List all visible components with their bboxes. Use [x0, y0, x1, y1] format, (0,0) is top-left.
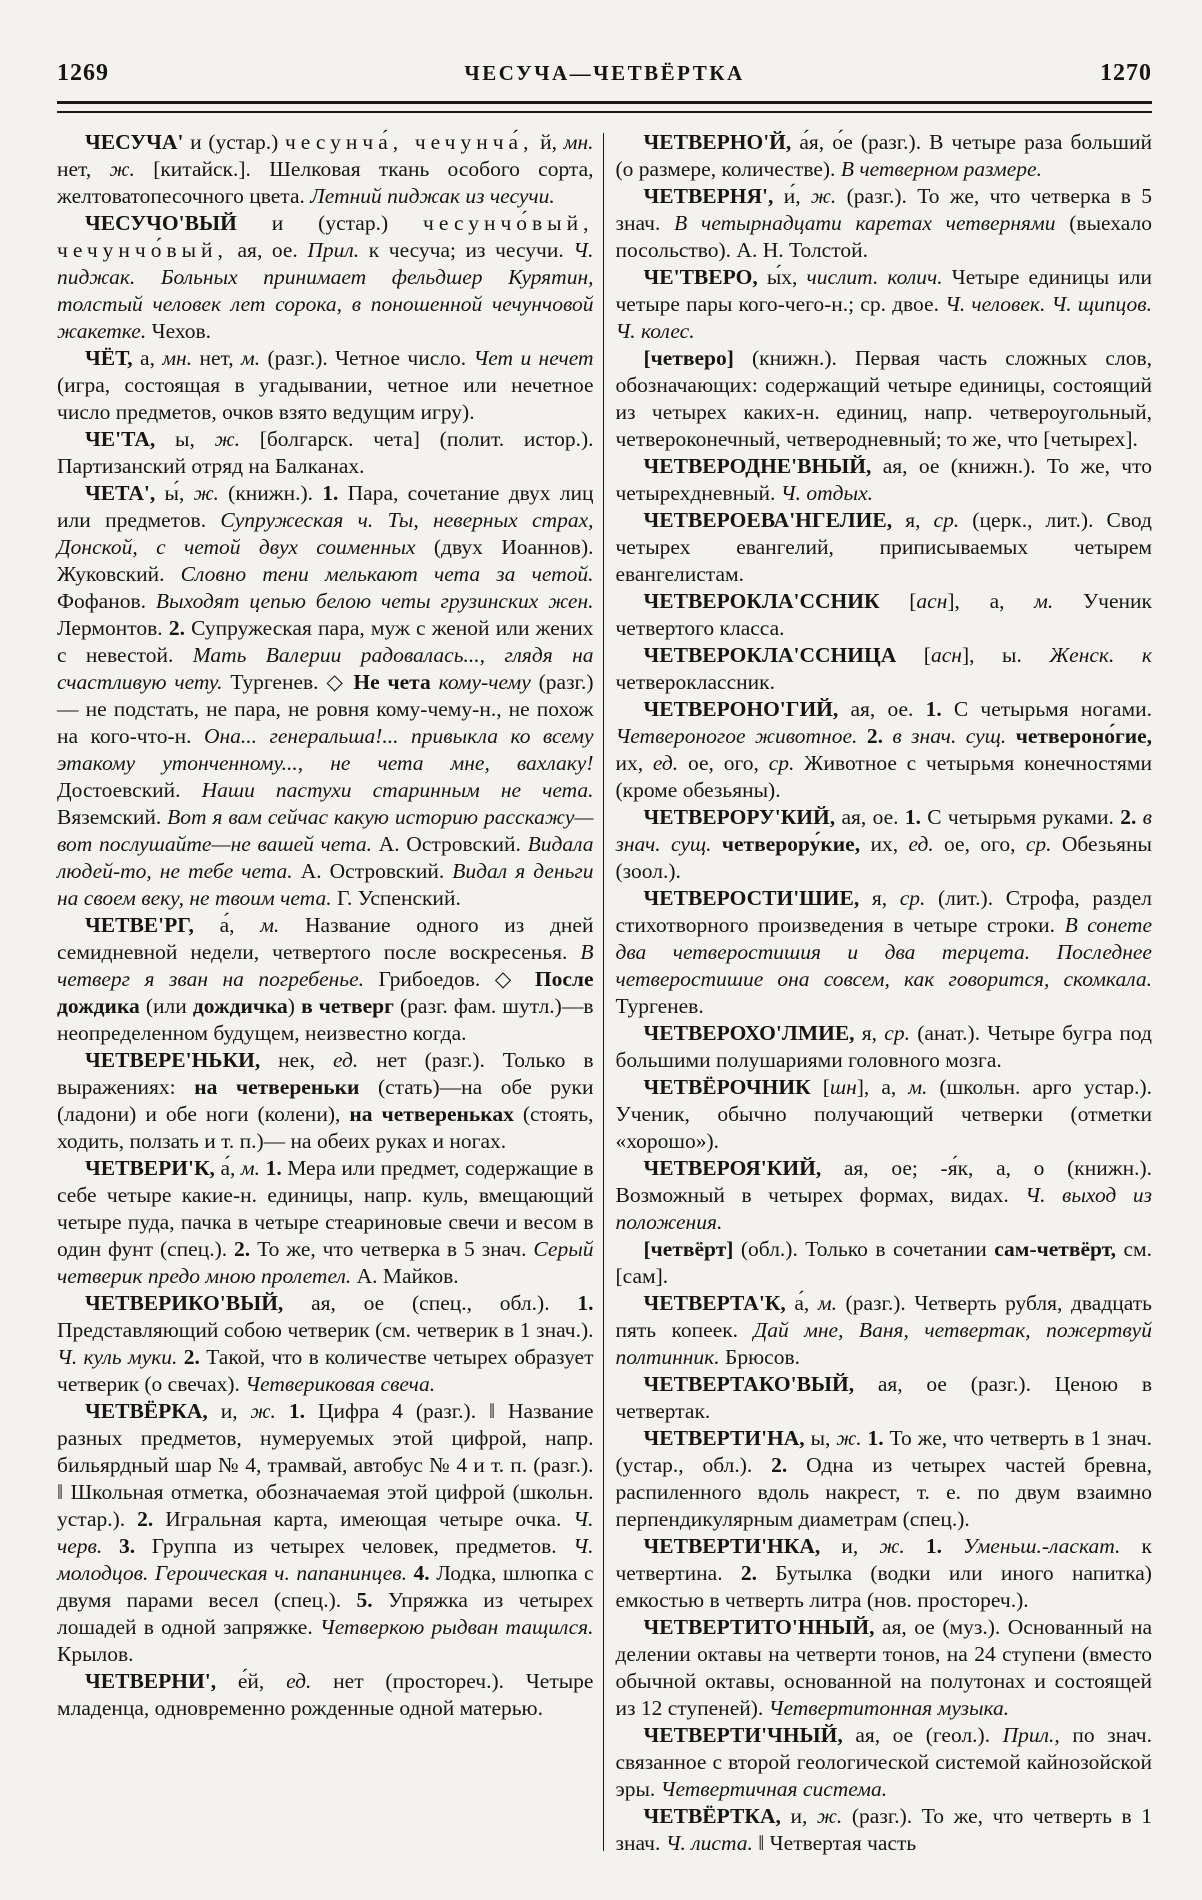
entry-text: по знач. связанное с второй геологической системой кайнозойской эры. [615, 1723, 1152, 1801]
entry-bold-text: 2. [137, 1507, 154, 1531]
entry-text: (разг.). То же, что четверка в 5 знач. [615, 184, 1152, 235]
dictionary-entry [615, 1614, 1152, 1722]
entry-italic-text: Словно тени мелькают чета за четой. [180, 562, 594, 586]
entry-text: я, [871, 886, 900, 910]
entry-text: Игральная карта, имеющая четыре очка. [153, 1507, 574, 1531]
entry-text: (разг. фам. шутл.)—в неопределенном будущем, неизвестно когда. [57, 994, 594, 1045]
entry-italic-text: мн. [563, 130, 594, 154]
page-header [57, 60, 1152, 87]
entry-text: Обезьяны (зоол.). [615, 832, 1152, 883]
entry-italic-text: Дай мне, Ваня, четвертак, пожертвуй полтинник. [615, 1318, 1152, 1369]
entry-text: (игра, состоящая в угадывании, четное или нечетное число предметов, очков взято ведущим игру). [57, 373, 594, 424]
entry-text: ая, ое (муз.). Основанный на делении октавы на четверти тонов, на 24 ступени (вместо обычной октавы, основанной на полутонах и состоящей из 12 ступеней). [615, 1615, 1152, 1720]
entry-text: Одна из четырех частей бревна, распиленного вдоль накрест, т. е. по двум взаимно перпендикулярным диаметрам (спец.). [615, 1453, 1152, 1531]
entry-bold-text: Не чета [353, 670, 431, 694]
entry-bold-text: 1. [288, 1399, 305, 1423]
entry-text: Упряжка из четырех лошадей в одной запряжке. [57, 1588, 594, 1639]
entry-text: Ученик четвертого класса. [615, 589, 1152, 640]
dictionary-entry [615, 1290, 1152, 1371]
page-number-right: 1270 [1100, 60, 1152, 86]
entry-italic-text: Видал я деньги на своем веку, не твоим чета. [57, 859, 594, 910]
entry-text: й, [533, 130, 564, 154]
entry-italic-text: ед. [908, 832, 934, 856]
entry-bold-text: ЧЕ'ТА, [85, 427, 176, 451]
entry-bold-text: ЧЕТВЕРТИТО'ННЫЙ, [643, 1615, 882, 1639]
entry-text: Фофанов. [57, 589, 156, 613]
entry-italic-text: Выходят цепью белою четы грузинских жен. [155, 589, 594, 613]
entry-bold-text: ЧЕТВЕРТИ'НКА, [643, 1534, 842, 1558]
entry-text: я, [861, 1021, 885, 1045]
entry-text: (анат.). Четыре бугра под большими полушариями головного мозга. [615, 1021, 1152, 1072]
entry-text: а́, [219, 913, 261, 937]
entry-text: Животное с четырьмя конечностями (кроме обезьяны). [615, 751, 1152, 802]
entry-text: их, [860, 832, 909, 856]
entry-text: ая, ое (спец., обл.). [311, 1291, 578, 1315]
entry-text: (разг.). Четверть рубля, двадцать пять копеек. [615, 1291, 1152, 1342]
entry-text: ая, ое. [841, 805, 905, 829]
entry-bold-text: 5. [356, 1588, 373, 1612]
entry-text: То же, что четверть в 1 знач. (устар., обл.). [615, 1426, 1152, 1477]
entry-text: и (устар.) [190, 130, 285, 154]
entry-text: Грибоедов. ◇ [364, 967, 535, 991]
entry-italic-text: Ч. куль муки. [57, 1345, 178, 1369]
entry-italic-text: Вот я вам сейчас какую историю расскажу—вот послушайте—не вашей чета. [57, 805, 594, 856]
entry-italic-text: ж. [214, 427, 240, 451]
entry-bold-text: ЧЕТВЕРОХО'ЛМИЕ, [643, 1021, 862, 1045]
entry-text [905, 1534, 926, 1558]
entry-text: Четыре единицы или четыре пары кого-чего-н.; ср. двое. [615, 265, 1152, 316]
entry-bold-text: ЧЕСУЧА' [85, 130, 191, 154]
entry-italic-text: м. [908, 1075, 928, 1099]
entry-italic-text: Ч. пиджак. Больных принимает фельдшер Курятин, толстый человек лет сорока, в поношенной чечунчовой жакетке. [57, 238, 594, 343]
entry-italic-text: Уменьш.-ласкат. [963, 1534, 1121, 1558]
entry-italic-text: ср. [933, 508, 960, 532]
dictionary-entry [615, 642, 1152, 696]
entry-bold-text: ЧЕТВЕРИ'К, [85, 1156, 221, 1180]
dictionary-entry [615, 1722, 1152, 1803]
entry-text: ая, ое. [850, 697, 926, 721]
entry-bold-text: ЧЕТВЁРОЧНИК [643, 1075, 823, 1099]
entry-italic-text: Женск. к [1049, 643, 1152, 667]
entry-italic-text: Четверкою рыдван тащился. [319, 1615, 594, 1639]
entry-text: и, [220, 1399, 251, 1423]
entry-text: Представляющий собою четверик (см. четверик в 1 знач.). [57, 1318, 594, 1342]
entry-italic-text: м. [817, 1291, 837, 1315]
entry-text: нек, [278, 1048, 333, 1072]
entry-text: ], ы. [961, 643, 1050, 667]
entry-text: и, [841, 1534, 880, 1558]
entry-text: Пара, сочетание двух лиц или предметов. [57, 481, 594, 532]
entry-text: чесунчо́вый, чечунчо́вый, [57, 211, 594, 262]
dictionary-entry [615, 1155, 1152, 1236]
entry-text: ‖ Четвертая часть [752, 1831, 917, 1855]
dictionary-entry [615, 183, 1152, 264]
entry-bold-text: ЧЕТВЁРКА, [85, 1399, 221, 1423]
entry-text: Группа из четырех человек, предметов. [135, 1534, 574, 1558]
entry-text: Тургенев. ◇ [222, 670, 354, 694]
entry-text: Супружеская пара, муж с женой или жених с невестой. [57, 616, 594, 667]
entry-text: ое, ого, [678, 751, 769, 775]
entry-text: (стоять, ходить, ползать и т. п.)— на обеих руках и ногах. [57, 1102, 594, 1153]
entry-bold-text: ЧЕСУЧО'ВЫЙ [85, 211, 272, 235]
entry-text: ы, [810, 1426, 837, 1450]
entry-text: нет (разг.). Только в выражениях: [57, 1048, 594, 1099]
column-divider [603, 133, 605, 1851]
entry-italic-text: в знач. сущ. [892, 724, 1007, 748]
dictionary-entry [615, 507, 1152, 588]
text-columns [57, 129, 1152, 1857]
entry-text: ) [287, 994, 302, 1018]
entry-bold-text: 2. [771, 1453, 788, 1477]
entry-bold-text: 1. [867, 1426, 884, 1450]
entry-italic-text: Четвертитонная музыка. [768, 1696, 1010, 1720]
dictionary-entry [615, 885, 1152, 1020]
entry-bold-text: ЧЕТВЕРОКЛА'ССНИК [643, 589, 910, 613]
entry-italic-text: ж. [250, 1399, 276, 1423]
entry-text: А. Островский. [292, 859, 453, 883]
dictionary-entry [57, 129, 594, 210]
dictionary-entry [615, 1425, 1152, 1533]
entry-italic-text: Четвероногое животное. [615, 724, 858, 748]
dictionary-entry [615, 264, 1152, 345]
entry-text: ], а, [856, 1075, 909, 1099]
entry-text: С четырьмя руками. [920, 805, 1121, 829]
entry-italic-text: ж. [193, 481, 219, 505]
dictionary-entry [57, 912, 594, 1047]
entry-italic-text: Ч. выход из положения. [615, 1183, 1152, 1234]
entry-text: (выехало посольство). А. Н. Толстой. [615, 211, 1152, 262]
entry-text: четвероклассник. [615, 670, 775, 694]
dictionary-entry [615, 129, 1152, 183]
entry-bold-text: на четвереньках [349, 1102, 514, 1126]
entry-text: Достоевский. [57, 778, 202, 802]
entry-bold-text: ЧЕ'ТВЕРО, [643, 265, 767, 289]
entry-text: ы, [175, 427, 215, 451]
entry-text [942, 1534, 963, 1558]
entry-bold-text: 1. [577, 1291, 594, 1315]
entry-text: и́, [783, 184, 811, 208]
entry-text: а́, [220, 1156, 241, 1180]
entry-italic-text: Мать Валерии радовалась..., глядя на счастливую чету. [57, 643, 594, 694]
entry-text [276, 1399, 289, 1423]
dictionary-entry [615, 1803, 1152, 1857]
entry-text: Брюсов. [719, 1345, 800, 1369]
entry-bold-text: ЧЕТВЕРНИ', [85, 1669, 238, 1693]
entry-text: чесунча́, чечунча́, [284, 130, 534, 154]
entry-italic-text: Летний пиджак из чесучи. [310, 184, 555, 208]
entry-italic-text: Ч. листа. [665, 1831, 753, 1855]
entry-text: ], а, [947, 589, 1035, 613]
entry-bold-text: ЧЕТВЕРТАКО'ВЫЙ, [643, 1372, 878, 1396]
entry-text: (книжн.). Первая часть сложных слов, обозначающих: содержащий четыре единицы, состоящий из четырех каких-н. единиц, напр. четвероугольный, четвероконечный, четверодневный; то же, что [четырех]. [615, 346, 1152, 451]
entry-italic-text: Ч. молодцов. Героическая ч. папанинцев. [57, 1534, 594, 1585]
entry-text: (разг.). То же, что четверть в 1 знач. [615, 1804, 1152, 1855]
entry-text: Г. Успенский. [331, 886, 461, 910]
entry-italic-text: Ч. человек. Ч. щипцов. Ч. колес. [615, 292, 1152, 343]
entry-text: ое, ого, [933, 832, 1026, 856]
dictionary-entry [615, 453, 1152, 507]
entry-italic-text: ж. [109, 157, 135, 181]
entry-italic-text: Прил., [1002, 1723, 1060, 1747]
entry-italic-text: Видала людей-то, не тебе чета. [57, 832, 594, 883]
entry-text: (обл.). Только в сочетании [733, 1237, 995, 1261]
entry-bold-text: ЧЕТВЕРОЕВА'НГЕЛИЕ, [643, 508, 906, 532]
entry-text [857, 724, 866, 748]
entry-italic-text: Четвертичная система. [660, 1777, 888, 1801]
entry-text: Крылов. [57, 1642, 134, 1666]
entry-text: ая, ое (книжн.). То же, что четырехдневный. [615, 454, 1152, 505]
entry-text: (книжн.). [218, 481, 323, 505]
entry-italic-text: ж. [836, 1426, 862, 1450]
entry-bold-text: четвероно́гие, [1015, 724, 1153, 748]
entry-bold-text: ЧЁТ, [85, 346, 141, 370]
dictionary-entry [57, 345, 594, 426]
entry-text: Мера или предмет, содержащие в себе четыре какие-н. единицы, напр. куль, вмещающий четыре пуда, пачка в четыре стеариновые свечи и весом в один фунт (спец.). [57, 1156, 594, 1261]
entry-italic-text: ср. [768, 751, 795, 775]
dictionary-entry [615, 1533, 1152, 1614]
entry-italic-text: Супружеская ч. Ты, неверных страх, Донской, с четой двух соименных [57, 508, 594, 559]
entry-bold-text: ЧЕТВЕ'РГ, [85, 913, 220, 937]
entry-bold-text: 3. [118, 1534, 136, 1558]
entry-italic-text: Чет и нечет [473, 346, 594, 370]
entry-bold-text: 1. [904, 805, 921, 829]
entry-text: Бутылка (водки или иного напитка) емкостью в четверть литра (нов. простореч.). [615, 1561, 1152, 1612]
entry-text: То же, что четверка в 5 знач. [250, 1237, 534, 1261]
entry-italic-text: м. [1034, 589, 1054, 613]
entry-bold-text: сам-четвёрт, [994, 1237, 1116, 1261]
entry-text: Цифра 4 (разг.). ‖ Название разных предметов, нумеруемых этой цифрой, напр. бильярдный шар № 4, трамвай, автобус № 4 и т. п. (разг.). ‖ Школьная отметка, обозначаемая этой цифрой (школьн. устар.). [57, 1399, 594, 1531]
dictionary-entry [57, 1047, 594, 1155]
entry-bold-text: четверору́кие, [721, 832, 861, 856]
entry-bold-text: 1. [322, 481, 339, 505]
entry-text: а́, [794, 1291, 818, 1315]
page-number-left: 1269 [57, 60, 109, 86]
entry-bold-text: 2. [866, 724, 883, 748]
entry-bold-text: ЧЕТВЕРТА'К, [643, 1291, 795, 1315]
entry-text: Лодка, шлюпка с двумя парами весел (спец.). [57, 1561, 594, 1612]
entry-text: е́й, [237, 1669, 287, 1693]
entry-bold-text: 1. [925, 697, 942, 721]
entry-text: Такой, что в количестве четырех образует четверик (о свечах). [57, 1345, 594, 1396]
entry-italic-text: кому-чему [430, 670, 531, 694]
dictionary-entry [615, 1020, 1152, 1074]
entry-italic-text: Ч. черв. [57, 1507, 594, 1558]
entry-bold-text: ЧЕТВЕРЕ'НЬКИ, [85, 1048, 279, 1072]
entry-text: (разг.). Четное число. [260, 346, 474, 370]
entry-bold-text: ЧЕТВЕРИКО'ВЫЙ, [85, 1291, 312, 1315]
entry-text: (или [139, 994, 193, 1018]
dictionary-entry [615, 1371, 1152, 1425]
entry-bold-text: 1. [925, 1534, 943, 1558]
entry-text: (разг.)— не подстать, не пара, не ровня кому-чему-н., не похож на кого-что-н. [57, 670, 594, 748]
entry-italic-text: Четвериковая свеча. [245, 1372, 436, 1396]
entry-bold-text: ЧЕТВЕРТИ'ЧНЫЙ, [643, 1723, 856, 1747]
entry-bold-text: ЧЕТВЕРОНО'ГИЙ, [643, 697, 851, 721]
entry-bold-text: ЧЕТВЁРТКА, [643, 1804, 791, 1828]
entry-text: а́я, о́е (разг.). В четыре раза больший (о размере, количестве). [615, 130, 1152, 181]
entry-text: ая, ое (геол.). [855, 1723, 1003, 1747]
dictionary-entry [57, 1668, 594, 1722]
entry-text: Чехов. [146, 319, 212, 343]
entry-text [712, 832, 722, 856]
entry-text: я, [905, 508, 934, 532]
entry-bold-text: 2. [740, 1561, 758, 1585]
entry-text: а, [140, 346, 163, 370]
entry-italic-text: асн [930, 643, 962, 667]
entry-bold-text: 2. [234, 1237, 251, 1261]
entry-text: нет (простореч.). Четыре младенца, одновременно рожденные одной матерью. [57, 1669, 594, 1720]
entry-text: А. Островский. [372, 832, 528, 856]
entry-bold-text: ЧЕТВЕРНО'Й, [643, 130, 800, 154]
entry-italic-text: числит. колич. [806, 265, 943, 289]
entry-italic-text: ж. [810, 184, 837, 208]
entry-text: Тургенев. [615, 994, 704, 1018]
entry-text: (церк., лит.). Свод четырех евангелий, приписываемых четырем евангелистам. [615, 508, 1152, 586]
entry-italic-text: мн. [162, 346, 193, 370]
entry-text [102, 1534, 119, 1558]
entry-italic-text: асн [916, 589, 948, 613]
entry-italic-text: ср. [899, 886, 926, 910]
entry-bold-text: ЧЕТВЕРОСТИ'ШИЕ, [643, 886, 872, 910]
entry-text: [ [909, 589, 917, 613]
entry-italic-text: Прил. [307, 238, 360, 262]
entry-italic-text: в знач. сущ. [615, 805, 1152, 856]
entry-text [883, 724, 892, 748]
entry-italic-text: ед. [652, 751, 679, 775]
entry-bold-text: ЧЕТВЕРОЯ'КИЙ, [643, 1156, 844, 1180]
dictionary-entry [57, 1290, 594, 1398]
entry-italic-text: Серый четверик предо мною пролетел. [57, 1237, 594, 1288]
dictionary-entry [615, 804, 1152, 885]
entry-text: к чесуча; из чесучи. [359, 238, 574, 262]
entry-text: [китайск.]. Шелковая ткань особого сорта, желтоватопесочного цвета. [57, 157, 594, 208]
entry-italic-text: Ч. отдых. [780, 481, 873, 505]
entry-text: и, [790, 1804, 817, 1828]
entry-text [1006, 724, 1015, 748]
entry-italic-text: В четверном размере. [840, 157, 1042, 181]
entry-italic-text: м. [240, 1156, 261, 1180]
entry-italic-text: ед. [333, 1048, 359, 1072]
entry-bold-text: ЧЕТВЕРТИ'НА, [643, 1426, 811, 1450]
entry-text: ы́, [164, 481, 194, 505]
dictionary-entry [57, 1155, 594, 1290]
dictionary-entry [615, 696, 1152, 804]
entry-text: С четырьмя ногами. [941, 697, 1152, 721]
entry-bold-text: [четвёрт] [643, 1237, 734, 1261]
entry-text: и (устар.) [271, 211, 424, 235]
entry-italic-text: Наши пастухи старинным не чета. [201, 778, 594, 802]
entry-bold-text: ЧЕТА', [85, 481, 165, 505]
entry-bold-text: 2. [168, 616, 185, 640]
entry-text: ая, ое. [227, 238, 308, 262]
entry-text: их, [615, 751, 653, 775]
entry-bold-text: После дождика [57, 967, 594, 1018]
dictionary-entry [57, 1398, 594, 1668]
entry-text: [ [923, 643, 931, 667]
entry-italic-text: шн [829, 1075, 857, 1099]
entry-text: [ [822, 1075, 830, 1099]
entry-text: ы́х, [766, 265, 807, 289]
entry-text: см. [сам]. [615, 1237, 1152, 1288]
entry-text: (лит.). Строфа, раздел стихотворного произведения в четыре строки. [615, 886, 1152, 937]
entry-italic-text: м. [260, 913, 280, 937]
entry-bold-text: 4. [413, 1561, 430, 1585]
entry-italic-text: м. [241, 346, 261, 370]
right-column [615, 129, 1152, 1857]
entry-text: Вяземский. [57, 805, 168, 829]
entry-text: Название одного из дней семидневной недели, четвертого после воскресенья. [57, 913, 594, 964]
dictionary-entry [615, 588, 1152, 642]
left-column [57, 129, 594, 1857]
running-head: ЧЕСУЧА—ЧЕТВЁРТКА [464, 61, 745, 85]
entry-italic-text: ед. [286, 1669, 312, 1693]
entry-text: [болгарск. чета] (полит. истор.). Партизанский отряд на Балканах. [57, 427, 594, 478]
entry-bold-text: в четверг [301, 994, 394, 1018]
entry-italic-text: ж. [879, 1534, 905, 1558]
entry-italic-text: В четверг я зван на погребенье. [57, 940, 594, 991]
entry-bold-text: 1. [265, 1156, 282, 1180]
entry-text: ая, ое (разг.). Ценою в четвертак. [615, 1372, 1152, 1423]
entry-bold-text: 2. [183, 1345, 200, 1369]
header-rule [57, 101, 1152, 113]
dictionary-entry [615, 345, 1152, 453]
entry-text: нет, [57, 157, 110, 181]
entry-italic-text: В четырнадцати каретах четвернями [674, 211, 1056, 235]
entry-text: (школьн. арго устар.). Ученик, обычно получающий четверки (отметки «хорошо»). [615, 1075, 1152, 1153]
entry-bold-text: на четвереньки [194, 1075, 360, 1099]
entry-bold-text: дождичка [192, 994, 288, 1018]
entry-bold-text: 2. [1120, 805, 1137, 829]
entry-bold-text: ЧЕТВЕРОКЛА'ССНИЦА [643, 643, 924, 667]
entry-text: Лермонтов. [57, 616, 169, 640]
dictionary-entry [57, 480, 594, 912]
dictionary-entry [57, 426, 594, 480]
dictionary-entry [615, 1074, 1152, 1155]
entry-bold-text: ЧЕТВЕРНЯ', [643, 184, 784, 208]
entry-bold-text: ЧЕТВЕРОРУ'КИЙ, [643, 805, 842, 829]
entry-italic-text: ср. [1025, 832, 1052, 856]
entry-italic-text: ср. [884, 1021, 910, 1045]
entry-bold-text: [четверо] [643, 346, 734, 370]
entry-italic-text: Она... генеральша!... привыкла ко всему этакому утонченному..., не чета мне, вахлаку! [57, 724, 594, 775]
dictionary-entry [615, 1236, 1152, 1290]
entry-text: А. Майков. [351, 1264, 459, 1288]
entry-text: нет, [192, 346, 242, 370]
dictionary-entry [57, 210, 594, 345]
entry-bold-text: ЧЕТВЕРОДНЕ'ВНЫЙ, [643, 454, 883, 478]
entry-italic-text: ж. [816, 1804, 843, 1828]
entry-text: (стать)—на обе руки (ладони) и обе ноги (колени), [57, 1075, 594, 1126]
entry-text: ая, ое; -я́к, а, о (книжн.). Возможный в четырех формах, видах. [615, 1156, 1152, 1207]
entry-text: к четвертина. [615, 1534, 1152, 1585]
entry-text: (двух Иоаннов). Жуковский. [57, 535, 594, 586]
entry-italic-text: В сонете два четверостишия и два терцета. Последнее четверостишие она совсем, как говорится, скомкала. [615, 913, 1152, 991]
